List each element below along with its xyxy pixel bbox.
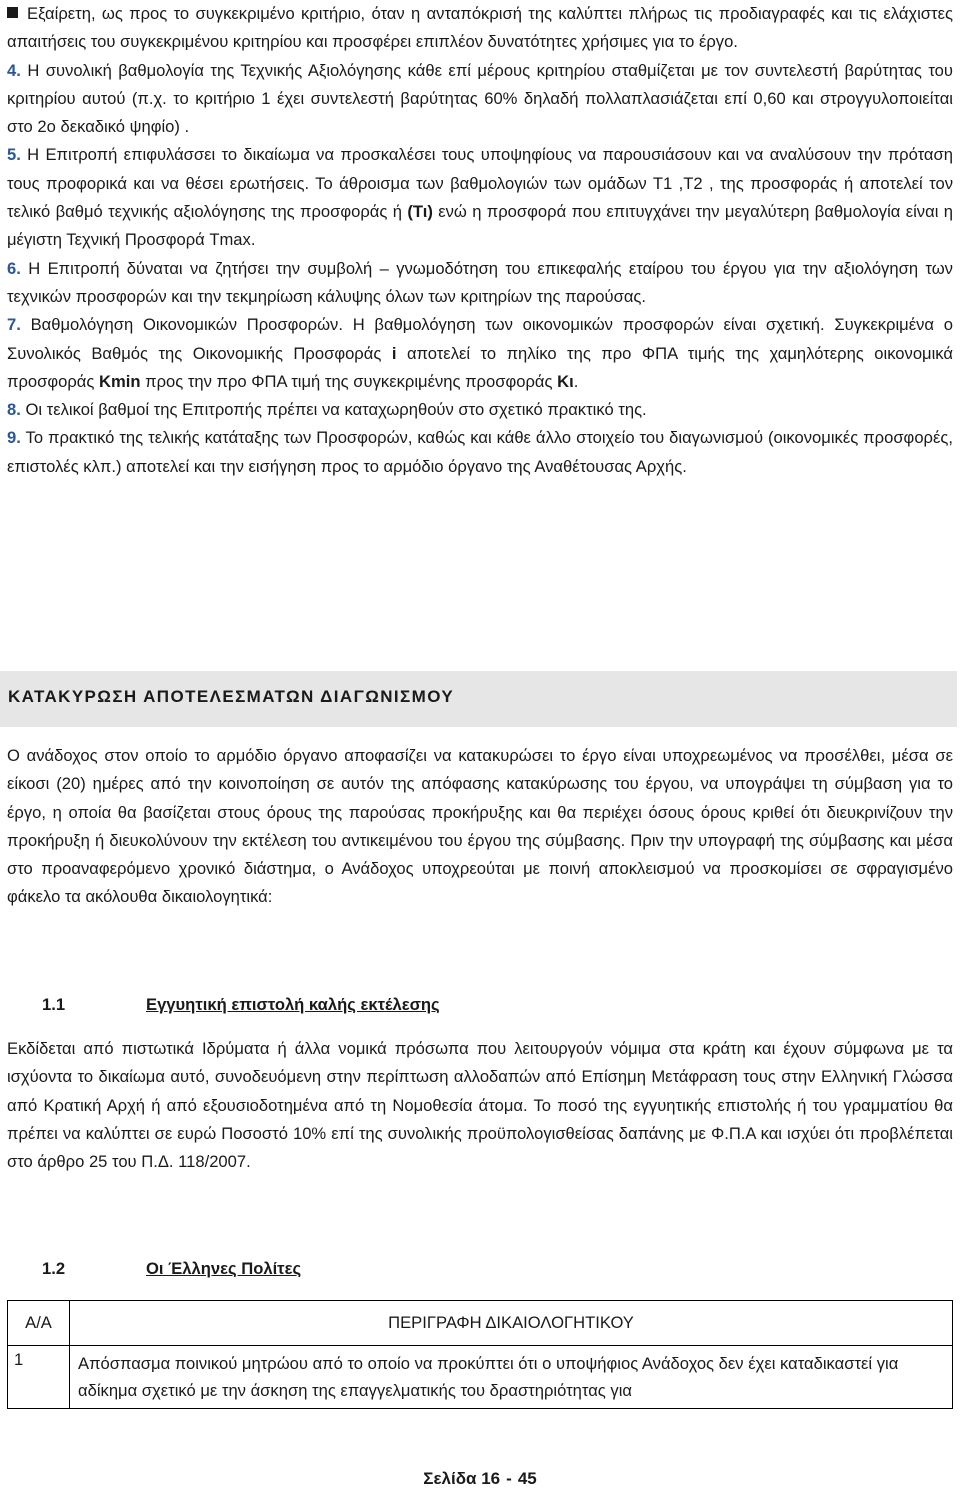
award-section	[7, 742, 953, 912]
item-number: 4.	[7, 60, 21, 80]
row-number: 1	[8, 1346, 70, 1409]
list-item-7: 7. Βαθμολόγηση Οικονομικών Προσφορών. Η βαθμολόγηση των οικονομικών προσφορών είναι σχετική. Συγκεκριμένα ο Συνολικός Βαθμός της Οικονομικής Προσφοράς i αποτελεί το πηλίκο της προ ΦΠΑ τιμής της χαμηλότερης οικονομικά προσφοράς Kmin προς την προ ΦΠΑ τιμή της συγκεκριμένης προσφοράς Κι.	[7, 315, 953, 391]
subsection-title: Εγγυητική επιστολή καλής εκτέλεσης	[146, 995, 440, 1014]
list-item-4: 4. Η συνολική βαθμολογία της Τεχνικής Αξιολόγησης κάθε επί μέρους κριτηρίου σταθμίζεται με τον συντελεστή βαρύτητας του κριτηρίου αυτού (π.χ. το κριτήριο 1 έχει συντελεστή βαρύτητας 60% δηλαδή πολλαπλασιάζεται επί 0,60 και στρογγυλοποιείται στο 2ο δεκαδικό ψηφίο) .	[7, 60, 953, 137]
list-item-6: 6. Η Επιτροπή δύναται να ζητήσει την συμβολή – γνωμοδότηση του επικεφαλής εταίρου του έργου για την αξιολόγηση των τεχνικών προσφορών και την τεκμηρίωση κάλυψης όλων των κριτηρίων της παρούσας.	[7, 258, 953, 306]
subsection-title: Οι Έλληνες Πολίτες	[146, 1259, 302, 1278]
item-number: 6.	[7, 258, 21, 278]
subsection-1-2-heading	[42, 1259, 301, 1279]
table-header-row	[8, 1301, 953, 1346]
guarantee-paragraph: Εκδίδεται από πιστωτικά Ιδρύματα ή άλλα νομικά πρόσωπα που λειτουργούν νόμιμα στα κράτη και έχουν σύμφωνα με τα ισχύοντα το δικαίωμα αυτό, συνοδευόμενη στην περίπτωση αλλοδαπών από Επίσημη Μετάφραση τους στην Ελληνική Γλώσσα από Κρατική Αρχή ή από εξουσιοδοτημένα από τη Νομοθεσία άτομα. Το ποσό της εγγυητικής επιστολής ή του γραμματίου θα πρέπει να καλύπτει σε ευρώ Ποσοστό 10% επί της συνολικής προϋπολογισθείσας δαπάνης με Φ.Π.Α και ισχύει ότι προβλέπεται στο άρθρο 25 του Π.Δ. 118/2007.	[7, 1039, 953, 1172]
row-description: Απόσπασμα ποινικού μητρώου από το οποίο να προκύπτει ότι ο υποψήφιος Ανάδοχος δεν έχει καταδικαστεί για αδίκημα σχετικό με την άσκηση της επαγγελματικής του δραστηριότητας για	[70, 1346, 953, 1409]
page-separator: -	[506, 1469, 512, 1488]
section-heading: ΚΑΤΑΚΥΡΩΣΗ ΑΠΟΤΕΛΕΣΜΑΤΩΝ ΔΙΑΓΩΝΙΣΜΟΥ	[8, 687, 455, 706]
item-number: 9.	[7, 428, 21, 448]
subsection-number: 1.2	[42, 1259, 66, 1278]
list-item-8: 8. Οι τελικοί βαθμοί της Επιτροπής πρέπει να καταχωρηθούν στο σχετικό πρακτικό της.	[7, 400, 647, 420]
page-number: 16	[481, 1469, 501, 1488]
square-bullet-icon	[7, 7, 18, 18]
subsection-1-1-heading	[42, 995, 440, 1015]
column-header-description: ΠΕΡΙΓΡΑΦΗ ΔΙΚΑΙΟΛΟΓΗΤΙΚΟΥ	[70, 1301, 953, 1346]
page-label: Σελίδα	[423, 1469, 477, 1488]
bullet-paragraph: Εξαίρετη, ως προς το συγκεκριμένο κριτήριο, όταν η ανταπόκρισή της καλύπτει πλήρως τις προδιαγραφές και τις ελάχιστες απαιτήσεις του συγκεκριμένου κριτηρίου και προσφέρει επιπλέον δυνατότητες χρήσιμες για το έργο.	[7, 4, 953, 52]
award-paragraph: Ο ανάδοχος στον οποίο το αρμόδιο όργανο αποφασίζει να κατακυρώσει το έργο είναι υποχρεωμένος να προσέλθει, μέσα σε είκοσι (20) ημέρες από την κοινοποίηση σε αυτόν της απόφασης κατακύρωσης του έργου, να υπογράψει τη σύμβαση για το έργο, η οποία θα βασίζεται στους όρους της παρούσας προκήρυξης και θα περιέχει όσους όρους κριθεί ότι διευκρινίζουν την προκήρυξη ή διευκολύνουν την εκτέλεση του αντικειμένου του έργου της σύμβασης. Πριν την υπογραφή της σύμβασης και μέσα στο προαναφερόμενο χρονικό διάστημα, ο Ανάδοχος υποχρεούται με ποινή αποκλεισμού να προσκομίσει σε σφραγισμένο φάκελο τα ακόλουθα δικαιολογητικά:	[7, 746, 953, 907]
subsection-number: 1.1	[42, 995, 66, 1014]
evaluation-list	[7, 0, 953, 481]
page-total: 45	[517, 1469, 537, 1488]
list-item-9: 9. Το πρακτικό της τελικής κατάταξης των Προσφορών, καθώς και κάθε άλλο στοιχείο του διαγωνισμού (οικονομικές προσφορές, επιστολές κλπ.) αποτελεί και την εισήγηση προς το αρμόδιο όργανο της Αναθέτουσας Αρχής.	[7, 428, 953, 476]
list-item-5: 5. Η Επιτροπή επιφυλάσσει το δικαίωμα να προσκαλέσει τους υποψηφίους να παρουσιάσουν και να αναλύσουν την πρόταση τους προφορικά και να θέσει ερωτήσεις. Το άθροισμα των βαθμολογιών των ομάδων Τ1 ,Τ2 , της προσφοράς ή αποτελεί τον τελικό βαθμό τεχνικής αξιολόγησης της προσφοράς ή (Τι) ενώ η προσφορά που επιτυγχάνει την μεγαλύτερη βαθμολογία είναι η μέγιστη Τεχνική Προσφορά Tmax.	[7, 145, 953, 250]
guarantee-section	[7, 1035, 953, 1176]
column-header-number: Α/Α	[8, 1301, 70, 1346]
item-number: 7.	[7, 315, 21, 335]
item-number: 8.	[7, 400, 21, 420]
documents-table	[7, 1300, 953, 1409]
table-row	[8, 1346, 953, 1409]
page-footer	[7, 1469, 953, 1489]
section-heading-bar	[0, 671, 957, 727]
item-number: 5.	[7, 145, 21, 165]
